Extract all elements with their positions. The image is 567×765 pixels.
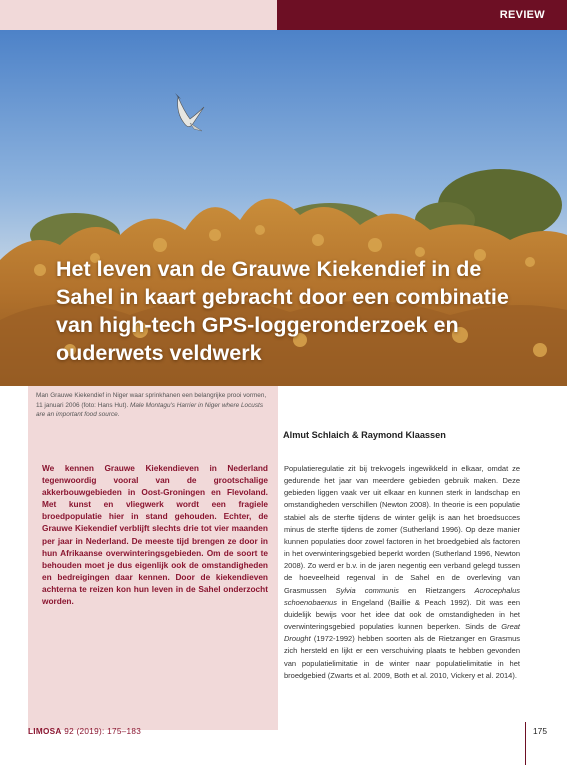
journal-name: LIMOSA (28, 727, 62, 736)
body-text-part: (1972-1992) hebben soorten als de Rietzanger en Grasmus zich hersteld en lijkt er een verschuiving plaats te hebben gevonden van populatielimitatie in de winter naar populatielimitatie in het broedgebied (Zwarts et al. 2009, Both et al. 2010, Vickery et al. 2014). (284, 634, 520, 680)
body-text-part: en Rietzangers (398, 585, 475, 595)
term-great-drought: Great Drought (284, 622, 520, 644)
body-text-part: Populatieregulatie zit bij trekvogels ingewikkeld in elkaar, omdat ze gedurende het jaar van meerdere gebieden gebruik maken. Deze gebieden liggen vaak ver uit elkaar en kunnen sterk in landschap en omstandigheden verschillen (Newton 2008). In theorie is een populatie stabiel als de sterfte tijdens de winter gelijk is aan het broedsucces minus de sterfte tijdens de zomer (Sutherland 1996). Op deze manier kunnen populaties door zowel factoren in het broedgebied als factoren in het overwinteringsgebied beperkt worden (Sutherland 1996, Newton 2008). Zo werd er b.v. in de jaren negentig een verband gelegd tussen de hoeveelheid regenval in de Sahel en de overleving van Grasmussen (284, 464, 520, 595)
caption-english: Male Montagu's Harrier in Niger where Locusts are an important food source. (36, 401, 264, 419)
journal-citation (28, 727, 141, 736)
photo-caption-box (28, 386, 278, 440)
citation-details: 92 (2019): 175–183 (64, 727, 142, 736)
species-name: Acrocephalus schoenobaenus (284, 585, 520, 607)
photo-caption (36, 391, 274, 420)
authors: Almut Schlaich & Raymond Klaassen (283, 430, 446, 440)
header-band-left (0, 0, 277, 30)
caption-dutch: Man Grauwe Kiekendief in Niger waar sprinkhanen een belangrijke prooi vormen, 11 januari 2006 (foto: Hans Hut). (36, 392, 267, 409)
header-band-right (277, 0, 567, 30)
body-paragraph (284, 463, 520, 682)
footer-rule (525, 722, 526, 765)
abstract-text: We kennen Grauwe Kiekendieven in Nederland tegenwoordig vooral van de grootschalige akkerbouwgebieden in Oost-Groningen en Flevoland. Met kunst en vliegwerk wordt een fragiele broedpopulatie hier in stand gehouden. Echter, de Grauwe Kiekendief verblijft slechts drie tot vier maanden per jaar in Nederland. De meeste tijd brengen ze door in hun Afrikaanse overwinteringsgebieden. Om de soort te behouden moet je dus eigenlijk ook de omstandigheden en bedreigingen daar kennen. Door de kiekendieven achterna te reizen kon hun leven in de Sahel onderzocht worden. (42, 463, 268, 607)
article-title: Het leven van de Grauwe Kiekendief in de Sahel in kaart gebracht door een combinatie van high-tech GPS-loggeronderzoek en ouderwets veldwerk (56, 257, 509, 365)
body-text-part: in Engeland (Baillie & Peach 1992). Dit was een duidelijk bewijs voor het idee dat ook de omstandigheden in het overwinteringsgebied populaties kunnen beperken. Sinds de (284, 597, 520, 632)
page-number: 175 (533, 726, 547, 736)
abstract-panel (28, 440, 278, 730)
species-name: Sylvia communis (335, 585, 399, 595)
section-label: REVIEW (499, 9, 545, 21)
